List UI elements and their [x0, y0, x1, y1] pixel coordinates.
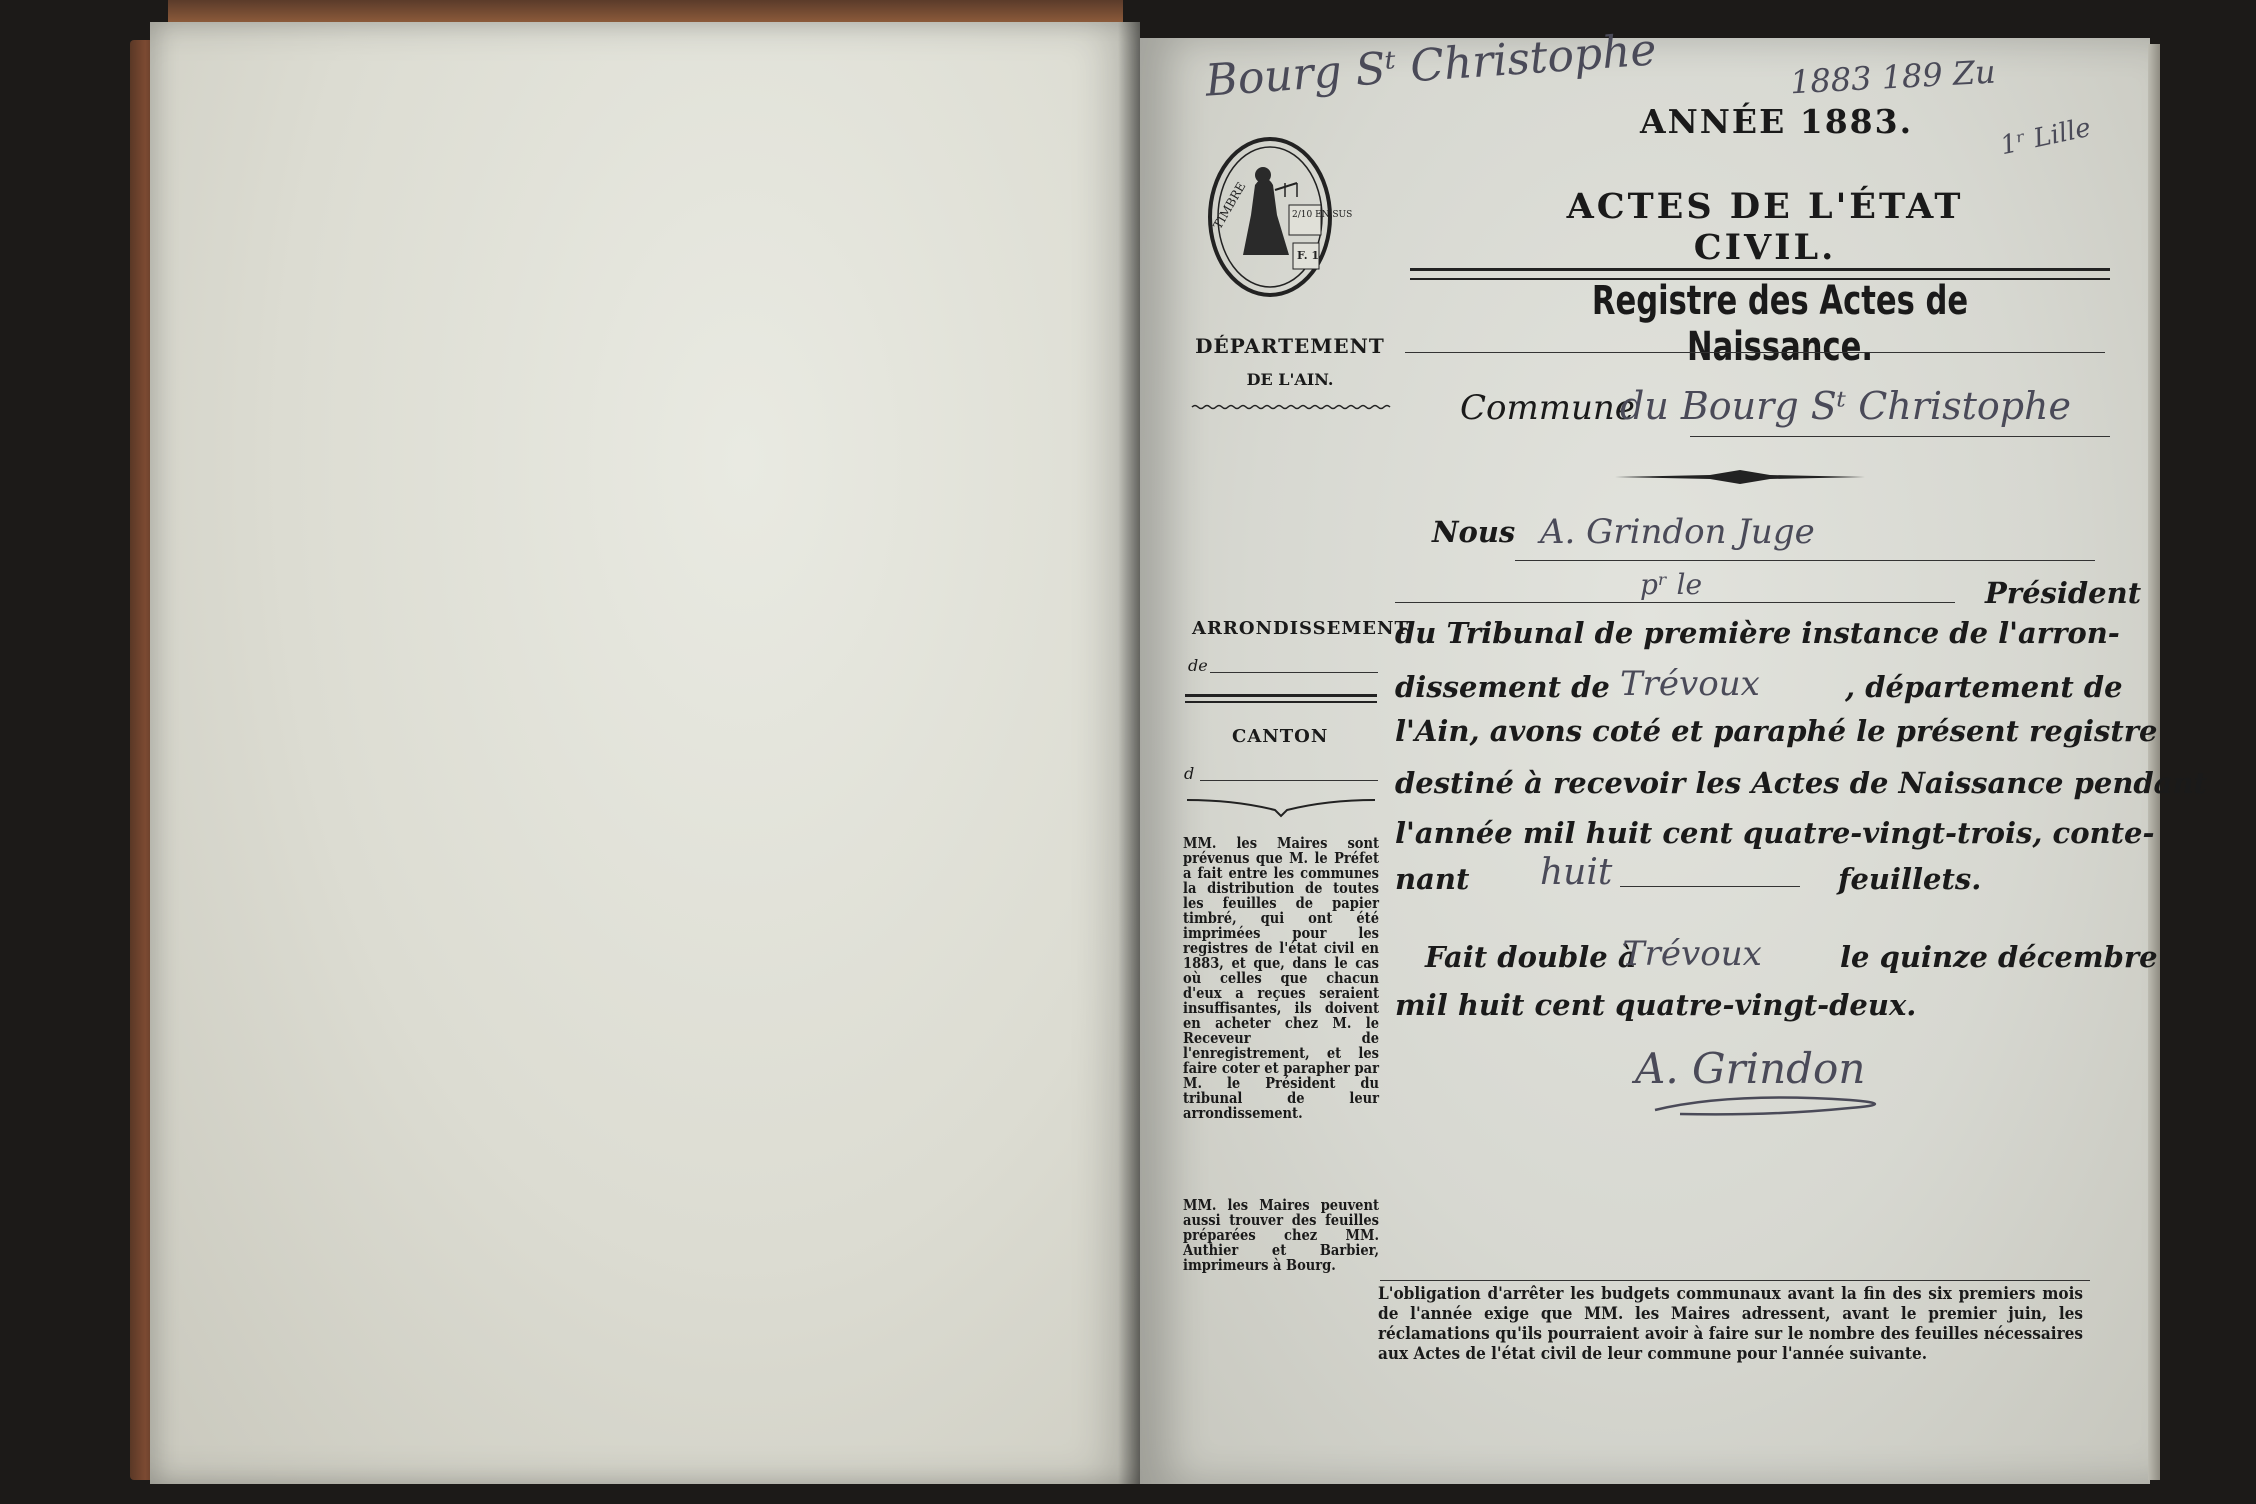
blank-left-page	[150, 22, 1140, 1484]
handwritten-place-name: Bourg Sᵗ Christophe	[1203, 24, 1658, 107]
register-title: Registre des Actes de Naissance.	[1591, 278, 1969, 370]
canton-label: CANTON	[1232, 726, 1329, 747]
handwritten-years: 1883 189 Zu	[1789, 52, 1997, 102]
signature: A. Grindon	[1635, 1044, 1866, 1093]
department-name: DE L'AIN.	[1246, 370, 1334, 389]
tax-stamp-icon	[1205, 135, 1353, 300]
sheet-count-value: huit	[1540, 852, 1613, 893]
register-rule	[1405, 352, 2105, 353]
commune-value: du Bourg Sᵗ Christophe	[1620, 384, 2072, 428]
sidebar-note-maires: MM. les Maires sont prévenus que M. le Préfet a fait entre les communes la distribution de toutes les feuilles de papier timbré, qui ont été imprimées pour les registres de l'état civil en 1883, et que, dans le cas où celles que chacun d'eux a reçues seraient insuffisantes, ils doivent en acheter chez M. le Receveur de l'enregistrement, et les faire coter et parapher par M. le Président du tribunal de leur arrondissement.	[1183, 835, 1379, 1122]
body-line-2b: , département de	[1845, 670, 2123, 704]
body-line-1: du Tribunal de première instance de l'arron-	[1395, 616, 2120, 650]
arrondissement-blank	[1210, 672, 1378, 673]
stamp-value-text: 2/10 EN SUS	[1292, 210, 1353, 220]
fait-place-value: Trévoux	[1622, 934, 1762, 974]
president-label: Président	[1985, 576, 2142, 610]
arrondissement-rule	[1185, 694, 1377, 703]
department-label: DÉPARTEMENT	[1195, 334, 1385, 358]
canton-d: d	[1184, 764, 1195, 783]
body-line-6a: nant	[1395, 862, 1470, 896]
signature-flourish	[1650, 1090, 1910, 1120]
year-heading: ANNÉE 1883.	[1640, 102, 1914, 141]
nous-label: Nous	[1432, 515, 1516, 549]
book-cover-top	[168, 0, 1123, 22]
stamp-price-text: F. 1.	[1297, 249, 1323, 262]
ornamental-divider	[1615, 470, 1865, 484]
par-underline	[1395, 602, 1955, 603]
commune-label: Commune	[1460, 388, 1635, 428]
body-line-4: destiné à recevoir les Actes de Naissance pendant	[1395, 766, 2207, 800]
arrondissement-de: de	[1188, 656, 1208, 675]
book-gutter	[1118, 22, 1140, 1484]
commune-underline	[1690, 436, 2110, 437]
body-line-5: l'année mil huit cent quatre-vingt-trois, conte-	[1395, 816, 2155, 850]
sidebar-note-printers: MM. les Maires peuvent aussi trouver des feuilles préparées chez MM. Authier et Barbier, imprimeurs à Bourg.	[1183, 1197, 1379, 1274]
page-title: ACTES DE L'ÉTAT CIVIL.	[1566, 186, 1964, 268]
body-line-6b: feuillets.	[1838, 862, 1982, 896]
stamp-timbre-text: TIMBRE	[1210, 179, 1249, 232]
footer-rule	[1380, 1280, 2090, 1281]
body-line-3: l'Ain, avons coté et paraphé le présent registre	[1395, 714, 2158, 748]
fait-line-a: Fait double à	[1425, 940, 1637, 974]
page-edges	[2148, 44, 2160, 1480]
canton-brace	[1185, 796, 1377, 818]
arrondissement-value: Trévoux	[1620, 664, 1760, 704]
body-line-2a: dissement de	[1395, 670, 1610, 704]
par-value: pʳ le	[1640, 568, 1703, 601]
sheet-count-underline	[1620, 886, 1800, 887]
handwritten-note: 1ʳ Lille	[1997, 112, 2094, 162]
arrondissement-label: ARRONDISSEMENT	[1192, 618, 1409, 639]
department-divider	[1192, 404, 1388, 410]
footer-notice: L'obligation d'arrêter les budgets communaux avant la fin des six premiers mois de l'année exige que MM. les Maires adressent, avant le premier juin, les réclamations qu'ils pourraient avoir à faire sur le nombre des feuilles nécessaires aux Actes de l'état civil de leur commune pour l'année suivante.	[1378, 1284, 2083, 1364]
judge-name: A. Grindon Juge	[1540, 512, 1815, 552]
canton-blank	[1200, 780, 1378, 781]
nous-underline	[1515, 560, 2095, 561]
fait-line-b: le quinze décembre	[1840, 940, 2158, 974]
fait-line-2: mil huit cent quatre-vingt-deux.	[1395, 988, 1917, 1022]
